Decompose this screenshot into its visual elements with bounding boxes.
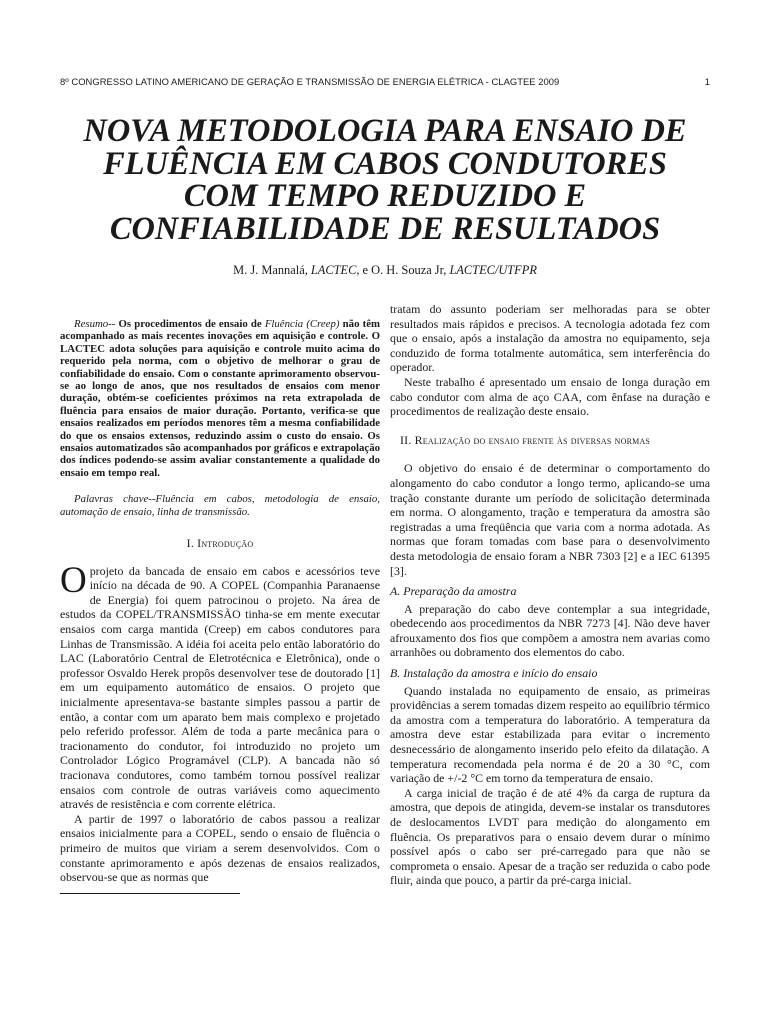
keywords: Palavras chave--Fluência em cabos, metodologia de ensaio, automação de ensaio, linha de transmissão. xyxy=(60,493,380,518)
abstract xyxy=(60,318,380,479)
subsection-heading-a: A. Preparação da amostra xyxy=(390,584,517,599)
page-number: 1 xyxy=(704,76,710,87)
abstract-term: Fluência (Creep) xyxy=(264,318,340,330)
intro-paragraph-3: tratam do assunto poderiam ser melhoradas para se obter resultados mais rápidos e precisos. A tecnologia adotada fez com que o ensaio, após a instalação da amostra no equipamento, seja conduzido de forma totalmente automática, sem interferência do operador. xyxy=(390,302,710,375)
running-header xyxy=(60,76,710,90)
section-heading-realizacao: II. Realização do ensaio frente às diversas normas xyxy=(400,432,651,447)
abstract-body-end: não têm acompanhado as mais recentes inovações em aquisição e controle. O LACTEC adota soluções para aquisição e controle muito acima do requerido pela norma, com o objetivo de melhorar o grau de confiabilidade do ensaio. Com o constante aprimoramento observou-se ao longo de anos, que nos resultados de ensaios com menor duração, obtém-se coeficientes próximos na reta extrapolada de fluência para ensaios de maior duração. Portanto, verifica-se que ensaios realizados em períodos menores têm a mesma confiabilidade do que os ensaios extensos, reduzindo assim o custo do ensaio. Os ensaios automatizados são acompanhados por gráficos e extrapolação dos índices podendo-se assim avaliar constantemente a qualidade do ensaio em tempo real. xyxy=(60,318,380,479)
section2-paragraph-1: O objetivo do ensaio é de determinar o comportamento do alongamento do cabo condutor a longo termo, aplicando-se uma tração constante durante um período de solicitação determinada em norma. O alongamento, tração e temperatura da amostra são registradas a uma freqüência que varia com a norma adotada. As normas que foram tomadas com base para o desenvolvimento desta metodologia de ensaio foram a NBR 7303 [2] e a IEC 61395 [3]. xyxy=(390,461,710,578)
section-heading-introduction: I. Introdução xyxy=(186,536,254,551)
author-2-affiliation: LACTEC/UTFPR xyxy=(449,263,537,277)
title-line-4: CONFIABILIDADE DE RESULTADOS xyxy=(109,210,661,247)
author-1-name: M. J. Mannalá, xyxy=(233,263,311,277)
intro-paragraph-2: A partir de 1997 o laboratório de cabos passou a realizar ensaios inicialmente para a COPEL, sendo o ensaio de fluência o primeiro de muitos que viriam a serem desenvolvidos. Com o constante aprimoramento e após dezenas de ensaios realizados, observou-se que as normas que xyxy=(60,811,380,885)
intro-paragraph-1 xyxy=(60,559,380,812)
drop-cap: O xyxy=(60,559,87,601)
left-column xyxy=(60,318,380,894)
subsection-a-paragraph: A preparação do cabo deve contemplar a sua integridade, obedecendo aos procedimentos da NBR 7273 [4]. Não deve haver afrouxamento dos fios que compõem a amostra nem avarias como arranhões ou dobramento dos elementos do cabo. xyxy=(390,601,710,660)
conference-title: 8º CONGRESSO LATINO AMERICANO DE GERAÇÃO E TRANSMISSÃO DE ENERGIA ELÉTRICA - CLAGTEE 2009 xyxy=(60,76,560,87)
author-separator: , e O. H. Souza Jr, xyxy=(356,263,450,277)
intro-paragraph-4: Neste trabalho é apresentado um ensaio de longa duração em cabo condutor com alma de aço CAA, com ênfase na duração e procedimentos de realização deste ensaio. xyxy=(390,374,710,419)
intro-paragraph-1-text: projeto da bancada de ensaio em cabos e acessórios teve início na década de 90. A COPEL (Companhia Paranaense de Energia) foi quem patrocinou o projeto. Na área de estudos da COPEL/TRANSMISSÃO tinha-se em mente executar ensaios com carga mantida (Creep) em cabos condutores para Linhas de Transmissão. A idéia foi aceita pelo então laboratório do LAC (Laboratório Central de Eletrotécnica e Eletrônica), onde o professor Osvaldo Herek propôs desenvolver tese de doutorado [1] em um equipamento automático de ensaios. O projeto que inicialmente apresentava-se bastante simples passou a partir de então, a contar com um aparato bem mais complexo e projetado pelo referido professor. Além de toda a parte mecânica para o tracionamento do condutor, foi introduzido no projeto um Controlador Lógico Programável (CLP). A bancada não só tracionava condutores, como também tornou possível realizar ensaios com controle de outras variáveis como aquecimento através de resistência e com corrente elétrica. xyxy=(60,563,380,812)
right-column xyxy=(390,302,710,888)
title-line-2: FLUÊNCIA EM CABOS CONDUTORES xyxy=(103,145,667,182)
title-line-1: NOVA METODOLOGIA PARA ENSAIO DE xyxy=(83,113,687,149)
subsection-heading-b: B. Instalação da amostra e início do ensaio xyxy=(390,666,598,681)
subsection-b-paragraph-1: Quando instalada no equipamento de ensaio, as primeiras providências a serem tomadas dizem respeito ao equilíbrio térmico da amostra com a temperatura do laboratório. A temperatura da amostra deve estar estabilizada para evitar o incremento desnecessário de alongamento inserido pelo efeito da dilatação. A temperatura recomendada pela norma é de 20 a 30 °C, com variação de +/-2 °C em torno da temperatura de ensaio. xyxy=(390,683,710,786)
footnote-divider xyxy=(60,893,240,894)
author-1-affiliation: LACTEC xyxy=(310,263,357,277)
author-line xyxy=(60,263,710,278)
abstract-label: Resumo-- xyxy=(74,318,116,330)
paper-title xyxy=(60,115,710,245)
subsection-b-paragraph-2: A carga inicial de tração é de até 4% da carga de ruptura da amostra, que depois de atingida, devem-se instalar os transdutores de deslocamentos LVDT para medição do alongamento em fluência. Os preparativos para o ensaio devem durar o mínimo possível após o cabo ser pré-carregado para que não se comprometa o ensaio. Apesar de a tração ser reduzida o cabo pode fluir, ainda que pouco, a partir da pré-carga inicial. xyxy=(390,785,710,888)
abstract-body-start: Os procedimentos de ensaio de xyxy=(115,318,265,330)
title-line-3: COM TEMPO REDUZIDO E xyxy=(183,178,587,214)
